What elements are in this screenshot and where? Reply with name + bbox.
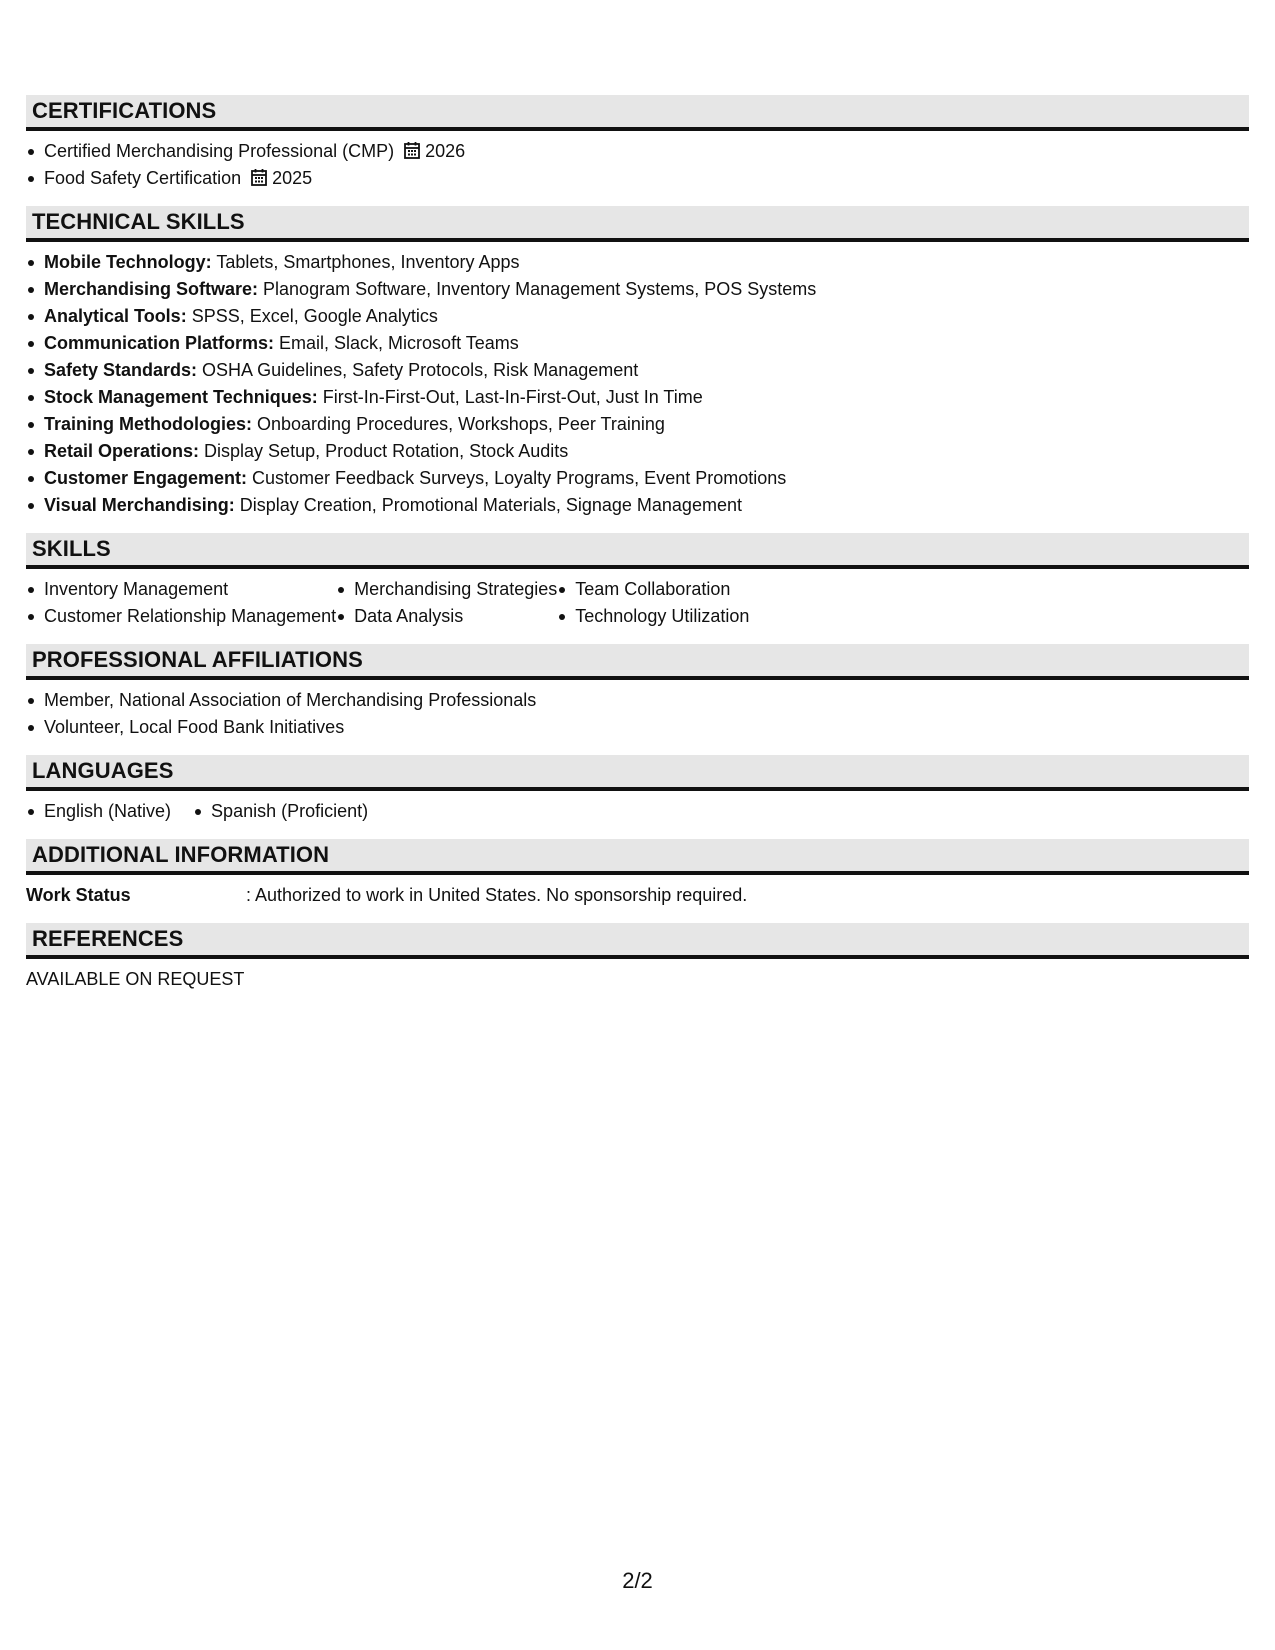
references-section [26, 923, 1249, 993]
references-header [26, 923, 1249, 959]
skills-column [336, 576, 557, 630]
affiliations-header [26, 644, 1249, 680]
skill-category: Communication Platforms: [44, 333, 275, 353]
skills-section [26, 533, 1249, 630]
skill-category: Retail Operations: [44, 441, 200, 461]
languages-header [26, 755, 1249, 791]
languages-section [26, 755, 1249, 825]
technical-skill-item [26, 492, 1249, 519]
section-title: REFERENCES [32, 926, 184, 951]
technical-skill-item [26, 465, 1249, 492]
references-text: AVAILABLE ON REQUEST [26, 969, 245, 989]
skills-column [26, 576, 336, 630]
certification-year: 2025 [272, 168, 313, 188]
technical-skill-item [26, 303, 1249, 330]
language-item: English (Native) [26, 798, 171, 825]
additional-information-section [26, 839, 1249, 909]
skill-item: Data Analysis [336, 603, 557, 630]
work-status-row [26, 882, 1249, 909]
technical-skill-item [26, 276, 1249, 303]
affiliation-item: Member, National Association of Merchandising Professionals [26, 687, 1249, 714]
resume-page [26, 95, 1249, 1007]
skill-category: Customer Engagement: [44, 468, 248, 488]
certification-name: Food Safety Certification [44, 168, 242, 188]
skill-values: Display Setup, Product Rotation, Stock Audits [199, 441, 569, 461]
section-title: ADDITIONAL INFORMATION [32, 842, 330, 867]
skill-item: Team Collaboration [557, 576, 749, 603]
skill-values: Tablets, Smartphones, Inventory Apps [211, 252, 520, 272]
skill-item: Merchandising Strategies [336, 576, 557, 603]
technical-skill-item [26, 357, 1249, 384]
affiliation-item: Volunteer, Local Food Bank Initiatives [26, 714, 1249, 741]
languages-list [26, 798, 1249, 825]
skill-item: Inventory Management [26, 576, 336, 603]
skill-item: Customer Relationship Management [26, 603, 336, 630]
work-status-value: : Authorized to work in United States. No sponsorship required. [246, 885, 748, 905]
skills-grid [26, 576, 1249, 630]
certification-name: Certified Merchandising Professional (CMP) [44, 141, 395, 161]
skills-header [26, 533, 1249, 569]
certification-item [26, 165, 1249, 192]
section-title: TECHNICAL SKILLS [32, 209, 245, 234]
affiliations-list [26, 687, 1249, 741]
certifications-header [26, 95, 1249, 131]
skill-values: Email, Slack, Microsoft Teams [274, 333, 519, 353]
skill-category: Mobile Technology: [44, 252, 212, 272]
section-title: CERTIFICATIONS [32, 98, 217, 123]
skill-category: Safety Standards: [44, 360, 198, 380]
skills-column [557, 576, 749, 630]
calendar-icon [251, 168, 267, 186]
certification-item [26, 138, 1249, 165]
section-title: SKILLS [32, 536, 111, 561]
skill-values: SPSS, Excel, Google Analytics [186, 306, 438, 326]
page-number: 2/2 [622, 1568, 653, 1593]
skill-category: Training Methodologies: [44, 414, 252, 434]
technical-skill-item [26, 438, 1249, 465]
skill-values: OSHA Guidelines, Safety Protocols, Risk Management [197, 360, 639, 380]
skill-values: Onboarding Procedures, Workshops, Peer Training [252, 414, 665, 434]
certifications-list [26, 138, 1249, 192]
skill-values: First-In-First-Out, Last-In-First-Out, Just In Time [317, 387, 703, 407]
skill-values: Planogram Software, Inventory Management Systems, POS Systems [258, 279, 817, 299]
calendar-icon [404, 141, 420, 159]
skill-category: Visual Merchandising: [44, 495, 235, 515]
technical-skills-header [26, 206, 1249, 242]
additional-information-header [26, 839, 1249, 875]
technical-skill-item [26, 330, 1249, 357]
skill-category: Merchandising Software: [44, 279, 259, 299]
affiliations-section [26, 644, 1249, 741]
technical-skills-section [26, 206, 1249, 519]
skill-category: Stock Management Techniques: [44, 387, 318, 407]
skill-values: Customer Feedback Surveys, Loyalty Programs, Event Promotions [247, 468, 787, 488]
section-title: LANGUAGES [32, 758, 174, 783]
section-title: PROFESSIONAL AFFILIATIONS [32, 647, 363, 672]
skill-category: Analytical Tools: [44, 306, 187, 326]
skill-item: Technology Utilization [557, 603, 749, 630]
technical-skill-item [26, 249, 1249, 276]
language-item: Spanish (Proficient) [193, 798, 368, 825]
certifications-section [26, 95, 1249, 192]
technical-skill-item [26, 384, 1249, 411]
certification-year: 2026 [425, 141, 466, 161]
work-status-label: Work Status [26, 885, 131, 905]
technical-skill-item [26, 411, 1249, 438]
skill-values: Display Creation, Promotional Materials, Signage Management [234, 495, 742, 515]
technical-skills-list [26, 249, 1249, 519]
